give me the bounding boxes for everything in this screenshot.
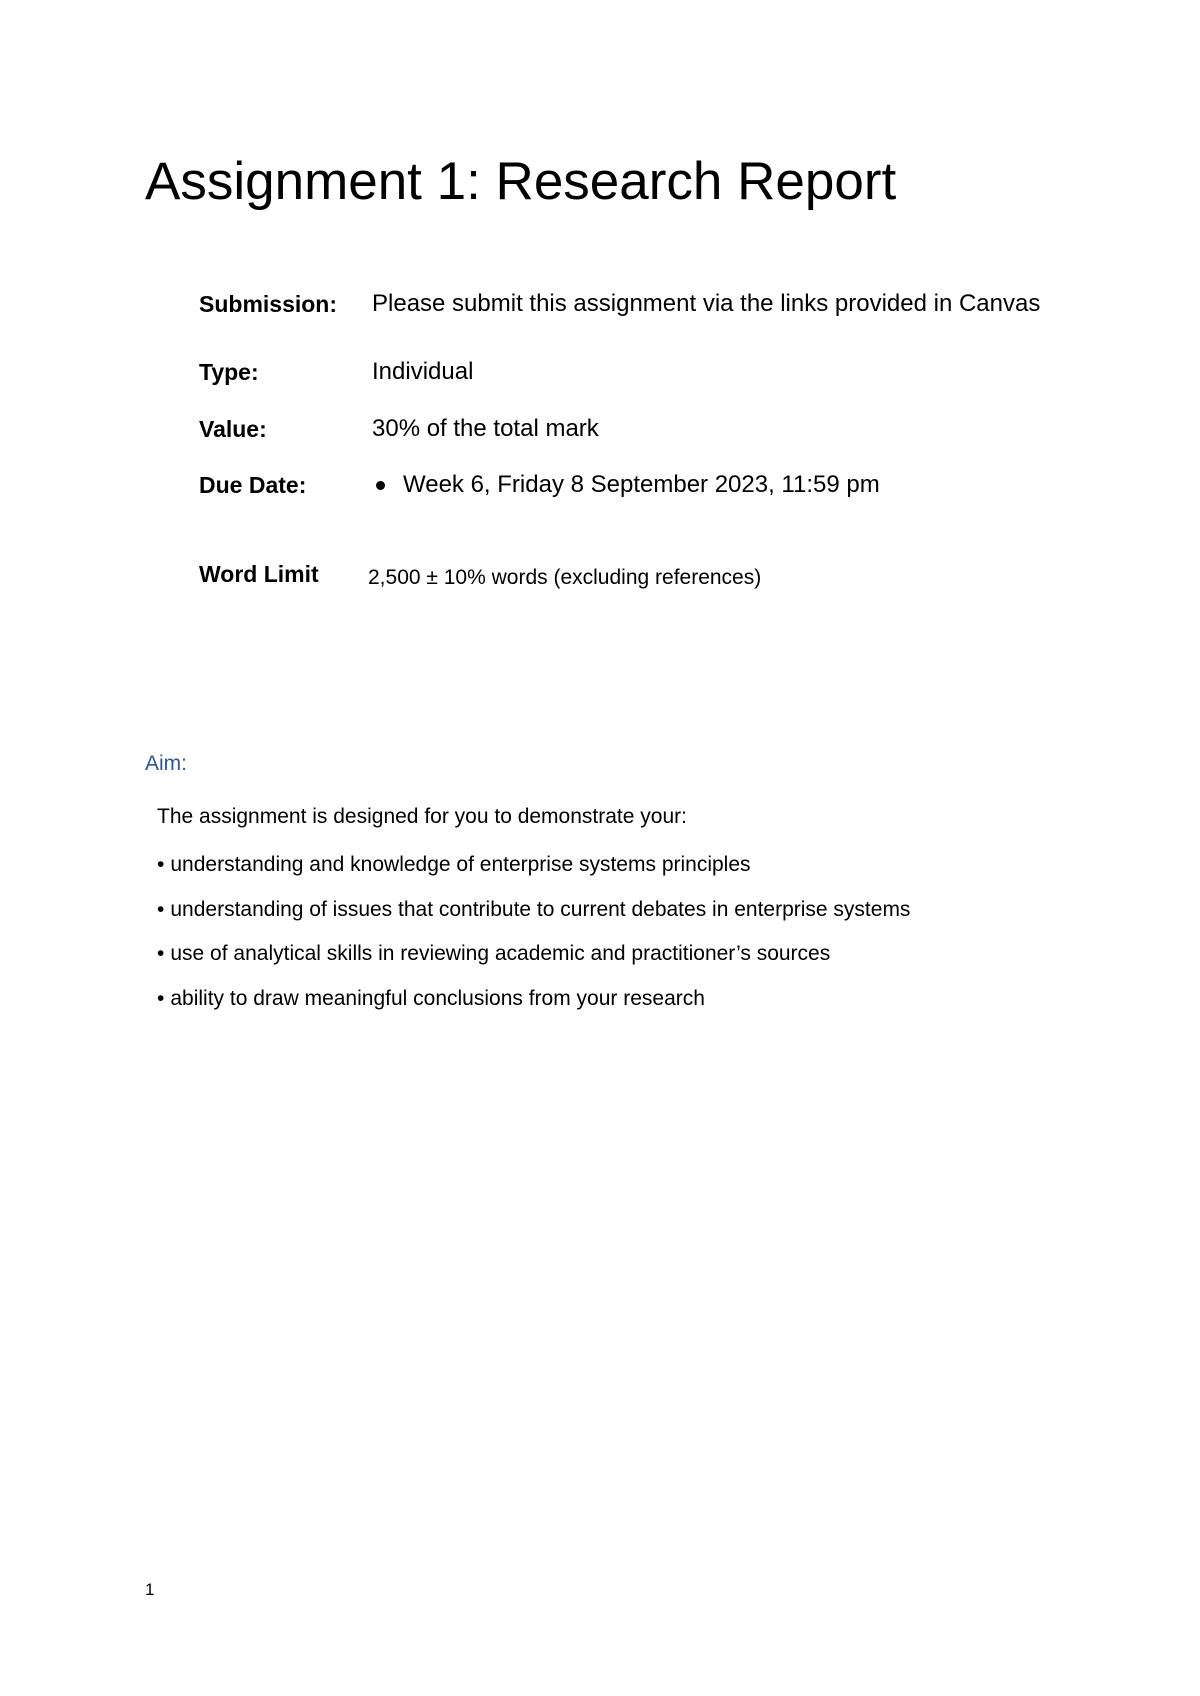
value-label: Value: — [199, 415, 267, 442]
due-date-row — [199, 468, 880, 502]
aim-list — [157, 850, 910, 1028]
list-item-text: understanding and knowledge of enterprise systems principles — [170, 853, 751, 876]
page-title: Assignment 1: Research Report — [145, 152, 897, 211]
due-date-label: Due Date: — [199, 471, 307, 498]
list-item-text: ability to draw meaningful conclusions from your research — [170, 986, 705, 1010]
type-value: Individual — [372, 358, 474, 385]
list-item — [157, 984, 910, 1029]
word-limit-row — [199, 557, 761, 591]
bullet-icon: • — [157, 986, 165, 1010]
bullet-icon: • — [157, 897, 165, 921]
list-item — [157, 939, 910, 984]
word-limit-label: Word Limit — [199, 560, 319, 587]
list-item-text: understanding of issues that contribute to current debates in enterprise systems — [170, 897, 911, 921]
type-row — [199, 355, 473, 389]
due-date-text: Week 6, Friday 8 September 2023, 11:59 pm — [403, 471, 880, 498]
word-limit-value: 2,500 ± 10% words (excluding references) — [368, 566, 762, 589]
bullet-icon: • — [157, 853, 165, 876]
page-number: 1 — [145, 1580, 155, 1599]
list-item — [157, 850, 910, 895]
bullet-icon: • — [157, 942, 165, 965]
bullet-icon — [376, 481, 385, 490]
value-value: 30% of the total mark — [372, 415, 599, 442]
list-item — [157, 895, 910, 940]
value-row — [199, 412, 599, 446]
submission-label: Submission: — [199, 290, 338, 317]
aim-intro: The assignment is designed for you to demonstrate your: — [157, 805, 687, 828]
list-item-text: use of analytical skills in reviewing academic and practitioner’s sources — [170, 942, 831, 965]
submission-row — [199, 287, 1040, 321]
due-date-value — [372, 471, 880, 499]
type-label: Type: — [199, 358, 259, 385]
submission-value: Please submit this assignment via the links provided in Canvas — [372, 290, 1041, 317]
aim-heading: Aim: — [145, 752, 187, 775]
